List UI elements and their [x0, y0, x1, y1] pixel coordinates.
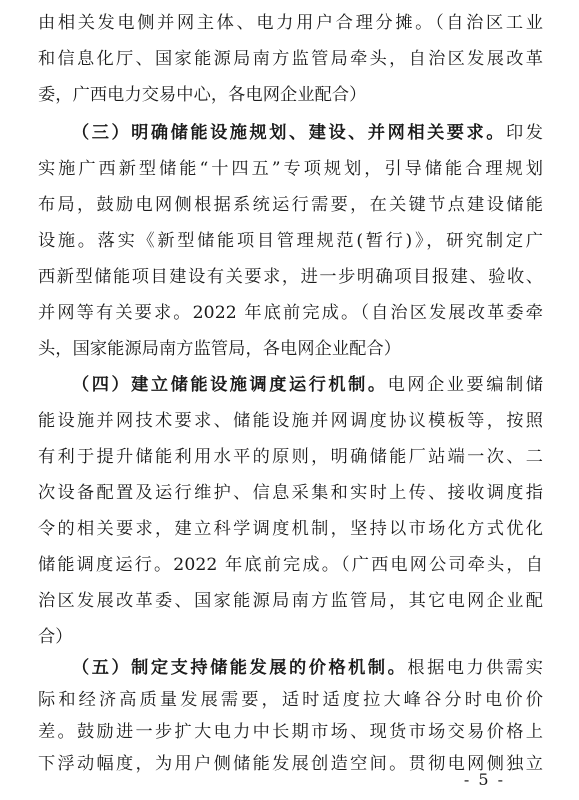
paragraph-first-line: [72, 368, 543, 402]
page-number: - 5 -: [463, 770, 505, 789]
text-line: 有利于提升储能利用水平的原则，明确储能厂站端一次、二: [38, 447, 543, 467]
text-span: 根据电力供需实: [407, 658, 544, 678]
paragraph-first-line: [72, 652, 543, 684]
section-heading: （三）明确储能设施规划、建设、并网相关要求。: [72, 123, 506, 143]
text-line: 委，广西电力交易中心，各电网企业配合）: [38, 85, 367, 105]
text-line: 由相关发电侧并网主体、电力用户合理分摊。（自治区工业: [38, 13, 543, 33]
text-span: 印发: [505, 123, 543, 143]
text-line: 实施广西新型储能“十四五”专项规划，引导储能合理规划: [38, 159, 543, 179]
text-line: 西新型储能项目建设有关要求，进一步明确项目报建、验收、: [38, 267, 543, 287]
text-line: 际和经济高质量发展需要，适时适度拉大峰谷分时电价价: [38, 690, 543, 710]
text-line: 能设施并网技术要求、储能设施并网调度协议模板等，按照: [38, 411, 543, 431]
section-heading: （五）制定支持储能发展的价格机制。: [72, 658, 408, 678]
text-line: 并网等有关要求。2022 年底前完成。（自治区发展改革委牵: [38, 303, 543, 323]
text-line: 设施。落实《新型储能项目管理规范(暂行)》，研究制定广: [38, 231, 543, 251]
text-line: 差。鼓励进一步扩大电力中长期市场、现货市场交易价格上: [38, 722, 543, 742]
text-line: 布局，鼓励电网侧根据系统运行需要，在关键节点建设储能: [38, 195, 543, 215]
text-line: 储能调度运行。2022 年底前完成。（广西电网公司牵头，自: [38, 555, 543, 575]
section-heading: （四）建立储能设施调度运行机制。: [72, 375, 388, 395]
text-line: 和信息化厅、国家能源局南方监管局牵头，自治区发展改革: [38, 49, 543, 69]
text-span: 电网企业要编制储: [387, 375, 543, 395]
text-line: 次设备配置及运行维护、信息采集和实时上传、接收调度指: [38, 483, 543, 503]
text-line: 头，国家能源局南方监管局，各电网企业配合）: [38, 339, 402, 359]
text-line: 下浮动幅度，为用户侧储能发展创造空间。贯彻电网侧独立: [38, 754, 543, 774]
text-line: 令的相关要求，建立科学调度机制，坚持以市场化方式优化: [38, 519, 543, 539]
text-line: 治区发展改革委、国家能源局南方监管局，其它电网企业配: [38, 591, 543, 611]
paragraph-first-line: [72, 116, 543, 150]
text-line: 合）: [38, 627, 73, 647]
